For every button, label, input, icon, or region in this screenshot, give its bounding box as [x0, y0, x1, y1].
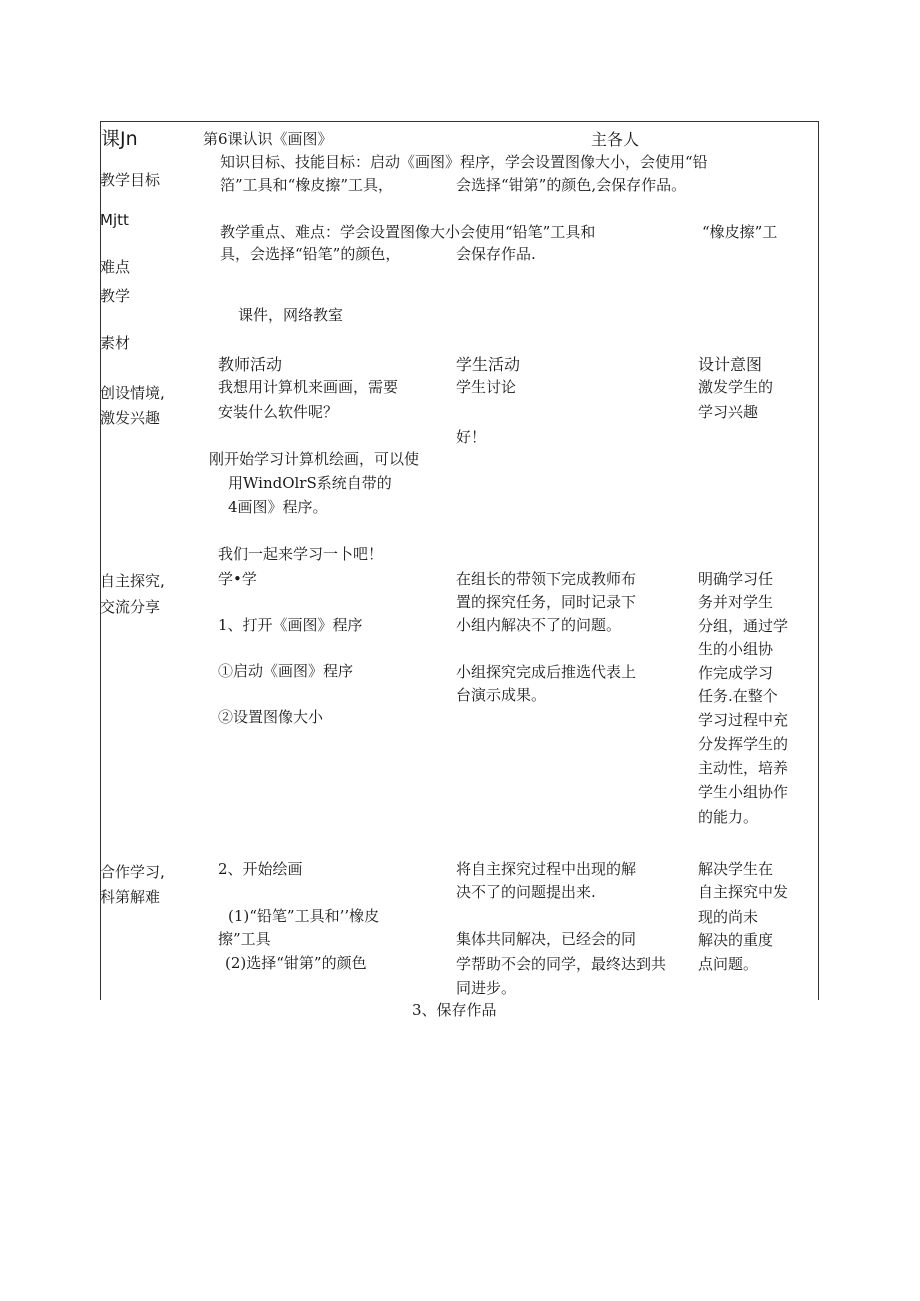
- s2-design-line: 分发挥学生的: [698, 735, 789, 753]
- label-materials: 素材: [100, 334, 131, 352]
- s3-design-line: 点问题。: [698, 955, 759, 973]
- s3-student-line: 同进步。: [456, 979, 517, 997]
- objectives-line-2a: 箔”工具和“橡皮擦”工具，: [220, 176, 394, 194]
- label-solve: 科第解难: [100, 888, 161, 906]
- s2-teacher-line: ①启动《画图》程序: [218, 662, 354, 680]
- s2-design-line: 主动性，培养: [698, 759, 789, 777]
- s2-design-line: 分组，通过学: [698, 617, 789, 635]
- s2-student-line: 台演示成果。: [456, 686, 547, 704]
- s2-teacher-line: ②设置图像大小: [218, 708, 324, 726]
- s2-design-line: 生的小组协: [698, 640, 774, 658]
- s3-design-line: 解决的重度: [698, 931, 774, 949]
- s2-teacher-line: 学•学: [218, 570, 257, 588]
- s2-student-line: 小组内解决不了的问题。: [456, 616, 622, 634]
- label-mjtt: Mjtt: [100, 211, 129, 229]
- save-work-step: 3、保存作品: [412, 1001, 497, 1019]
- s3-student-line: 集体共同解决，已经会的同: [456, 930, 637, 948]
- s1-teacher-line: 刚开始学习计算机绘画，可以使: [209, 450, 420, 468]
- column-design-intent: 设计意图: [698, 355, 763, 374]
- s2-design-line: 学生小组协作: [698, 783, 789, 801]
- objectives-line-2b: 会选择“钳第”的颜色,会保存作品。: [456, 176, 687, 194]
- s3-teacher-line: 2、开始绘画: [218, 860, 303, 878]
- s1-student-line: 学生讨论: [456, 378, 517, 396]
- s2-design-line: 的能力。: [698, 808, 759, 826]
- column-student-activity: 学生活动: [456, 355, 521, 374]
- s3-student-line: 将自主探究过程中出现的解: [456, 860, 637, 878]
- s3-student-line: 学帮助不会的同学，最终达到共: [456, 955, 667, 973]
- label-difficulty: 难点: [100, 258, 131, 276]
- s2-teacher-line: 1、打开《画图》程序: [218, 616, 363, 634]
- s2-design-line: 学习过程中充: [698, 711, 789, 729]
- keypoints-line-1b: “橡皮擦”工: [702, 223, 778, 241]
- s2-design-line: 务并对学生: [698, 593, 774, 611]
- s1-teacher-line: 用WindOlrS系统自带的: [228, 474, 392, 492]
- s2-design-line: 明确学习任: [698, 570, 774, 588]
- label-self-explore: 自主探究,: [100, 572, 165, 590]
- s1-teacher-line: 我们一起来学习一卜吧！: [218, 545, 384, 563]
- keypoints-line-2b: 会保存作品.: [456, 245, 536, 263]
- s3-teacher-line: (1)“铅笔”工具和’’橡皮: [228, 907, 380, 925]
- s3-teacher-line: 擦”工具: [218, 930, 271, 948]
- s1-teacher-line: 安装什么软件呢？: [218, 403, 339, 421]
- s3-design-line: 自主探究中发: [698, 883, 789, 901]
- keypoints-line-1a: 教学重点、难点：学会设置图像大小会使用“铅笔”工具和: [220, 223, 596, 241]
- label-create-scenario: 创设情境,: [100, 384, 165, 402]
- s1-design-line: 学习兴趣: [698, 403, 759, 421]
- s2-design-line: 任务.在整个: [698, 687, 778, 705]
- column-teacher-activity: 教师活动: [218, 355, 283, 374]
- s3-design-line: 解决学生在: [698, 860, 774, 878]
- s1-teacher-line: 我想用计算机来画画，需要: [218, 378, 399, 396]
- s1-design-line: 激发学生的: [698, 378, 774, 396]
- keypoints-line-2a: 具，会选择“铅笔”的颜色，: [220, 245, 401, 263]
- preparer-label: 主各人: [591, 130, 640, 149]
- label-share: 交流分享: [100, 598, 161, 616]
- s2-student-line: 置的探究任务，同时记录下: [456, 593, 637, 611]
- s3-student-line: 决不了的问题提出来.: [456, 883, 596, 901]
- materials-text: 课件，网络教室: [238, 306, 344, 324]
- label-stimulate-interest: 激发兴趣: [100, 409, 161, 427]
- s2-student-line: 在组长的带领下完成教师布: [456, 570, 637, 588]
- label-ke: 课Jn: [101, 128, 138, 150]
- lesson-title: 第6课认识《画图》: [203, 130, 333, 148]
- label-teaching: 教学: [100, 287, 131, 305]
- s3-design-line: 现的尚未: [698, 908, 759, 926]
- objectives-line-1: 知识目标、技能目标：启动《画图》程序，学会设置图像大小，会使用“铅: [220, 153, 708, 171]
- label-cooperate: 合作学习,: [100, 863, 165, 881]
- s2-student-line: 小组探究完成后推选代表上: [456, 663, 637, 681]
- s1-teacher-line: 4画图》程序。: [228, 498, 328, 516]
- s3-teacher-line: (2)选择“钳第”的颜色: [225, 954, 367, 972]
- s1-student-line: 好！: [456, 428, 487, 446]
- label-teaching-goals: 教学目标: [100, 171, 161, 189]
- s2-design-line: 作完成学习: [698, 664, 774, 682]
